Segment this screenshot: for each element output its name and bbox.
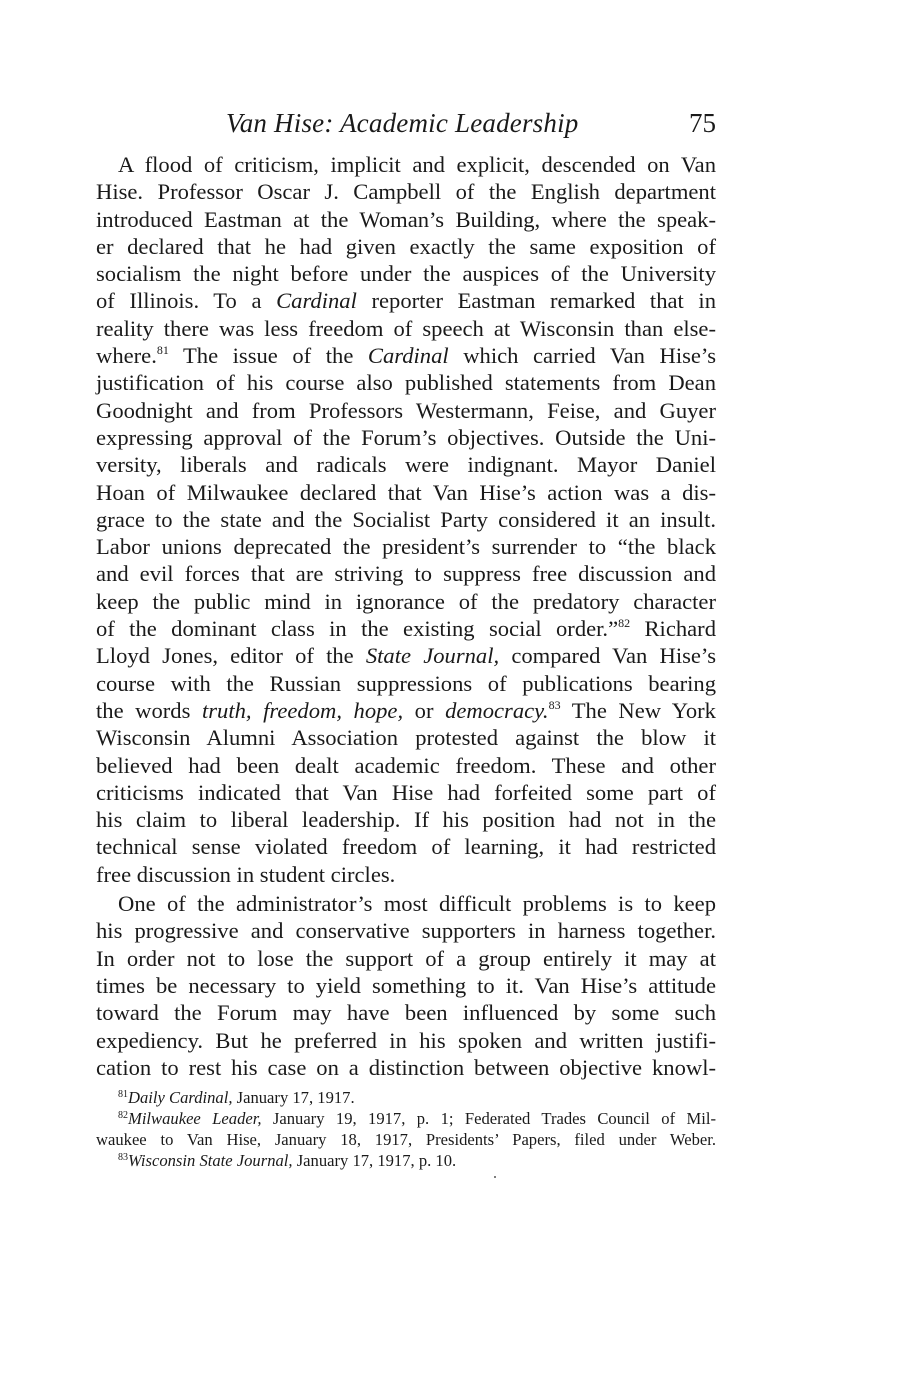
footnote-text: January 17, 1917, p. 10. xyxy=(292,1151,457,1170)
body-line: er declared that he had given exactly the same exposition of xyxy=(96,233,716,259)
footnote-text: January 19, 1917, p. 1; Federated Trades Council of Mil- xyxy=(261,1109,716,1128)
footnote-text: January 17, 1917. xyxy=(232,1088,355,1107)
print-speck xyxy=(494,1176,496,1178)
body-line xyxy=(96,642,716,669)
body-line xyxy=(96,697,716,724)
body-line: Hoan of Milwaukee declared that Van Hise’s action was a dis- xyxy=(96,479,716,505)
body-line: A flood of criticism, implicit and explicit, descended on Van xyxy=(118,152,716,177)
footnote-source: Daily Cardinal, xyxy=(128,1088,233,1107)
text-run: The New York xyxy=(560,697,716,723)
body-line: technical sense violated freedom of learning, it had restricted xyxy=(96,834,716,860)
page-number: 75 xyxy=(689,108,716,138)
body-line: and evil forces that are striving to suppress free discussion and xyxy=(96,561,716,587)
body-text xyxy=(96,151,716,1081)
footnote-number: 81 xyxy=(118,1089,128,1100)
footnote-source: Wisconsin State Journal, xyxy=(128,1151,293,1170)
body-line: Goodnight and from Professors Westermann, Feise, and Guyer xyxy=(96,397,716,423)
footnote-ref-83: 83 xyxy=(548,697,561,712)
body-line: versity, liberals and radicals were indignant. Mayor Daniel xyxy=(96,452,716,478)
text-run: which carried Van Hise’s xyxy=(448,343,716,369)
italic-run: State Journal, xyxy=(365,643,500,669)
italic-run: democracy. xyxy=(445,697,549,723)
text-run: where. xyxy=(96,343,157,369)
body-line xyxy=(96,342,716,369)
body-line: cation to rest his case on a distinction between objective knowl- xyxy=(96,1054,716,1080)
body-line: free discussion in student circles. xyxy=(96,861,396,887)
italic-run: truth, freedom, hope, xyxy=(201,697,404,723)
running-head xyxy=(226,108,716,148)
text-run: The issue of the xyxy=(168,343,368,369)
text-run: or xyxy=(403,697,446,723)
footnote-83 xyxy=(96,1150,716,1171)
footnote-source: Milwaukee Leader, xyxy=(128,1109,262,1128)
footnote-82-continued: waukee to Van Hise, January 18, 1917, Presidents’ Papers, filed under Weber. xyxy=(96,1130,716,1149)
body-line: reality there was less freedom of speech at Wisconsin than else- xyxy=(96,315,716,341)
body-line: In order not to lose the support of a group entirely it may at xyxy=(96,945,716,971)
body-line: course with the Russian suppressions of publications bearing xyxy=(96,670,716,696)
text-run: of Illinois. To a xyxy=(96,288,277,314)
footnote-ref-81: 81 xyxy=(156,343,169,358)
text-run: Lloyd Jones, editor of the xyxy=(96,643,366,669)
footnote-number: 82 xyxy=(118,1110,128,1121)
body-line: expediency. But he preferred in his spoken and written justifi- xyxy=(96,1027,716,1053)
body-line: grace to the state and the Socialist Party considered it an insult. xyxy=(96,506,716,532)
body-line: introduced Eastman at the Woman’s Building, where the speak- xyxy=(96,206,716,232)
text-run: the words xyxy=(96,697,202,723)
footnotes xyxy=(96,1087,716,1171)
body-line: his progressive and conservative supporters in harness together. xyxy=(96,918,716,944)
body-line: times be necessary to yield something to it. Van Hise’s attitude xyxy=(96,972,716,998)
body-line: One of the administrator’s most difficult problems is to keep xyxy=(118,891,716,917)
body-line: toward the Forum may have been influenced by some such xyxy=(96,1000,716,1026)
body-line: keep the public mind in ignorance of the predatory character xyxy=(96,588,716,614)
italic-run: Cardinal xyxy=(367,343,449,369)
italic-run: Cardinal xyxy=(276,288,357,314)
text-run: compared Van Hise’s xyxy=(499,643,716,669)
footnote-81 xyxy=(96,1087,716,1108)
footnote-82 xyxy=(96,1108,716,1129)
body-line: expressing approval of the Forum’s objectives. Outside the Uni- xyxy=(96,424,716,450)
text-run: reporter Eastman remarked that in xyxy=(356,288,716,314)
footnote-number: 83 xyxy=(118,1152,128,1163)
body-line: believed had been dealt academic freedom. These and other xyxy=(96,752,716,778)
body-line: criticisms indicated that Van Hise had forfeited some part of xyxy=(96,779,716,805)
body-line: his claim to liberal leadership. If his position had not in the xyxy=(96,807,716,833)
text-run: Richard xyxy=(630,616,716,642)
body-line: Hise. Professor Oscar J. Campbell of the English department xyxy=(96,179,716,205)
body-line: Wisconsin Alumni Association protested against the blow it xyxy=(96,725,716,751)
text-run: of the dominant class in the existing social order.” xyxy=(96,616,619,642)
body-line xyxy=(96,287,716,314)
body-line: socialism the night before under the auspices of the University xyxy=(96,261,716,287)
body-line xyxy=(96,615,716,642)
running-title: Van Hise: Academic Leadership xyxy=(226,108,579,138)
body-line: justification of his course also published statements from Dean xyxy=(96,370,716,396)
footnote-ref-82: 82 xyxy=(618,616,631,631)
body-line: Labor unions deprecated the president’s surrender to “the black xyxy=(96,534,716,560)
